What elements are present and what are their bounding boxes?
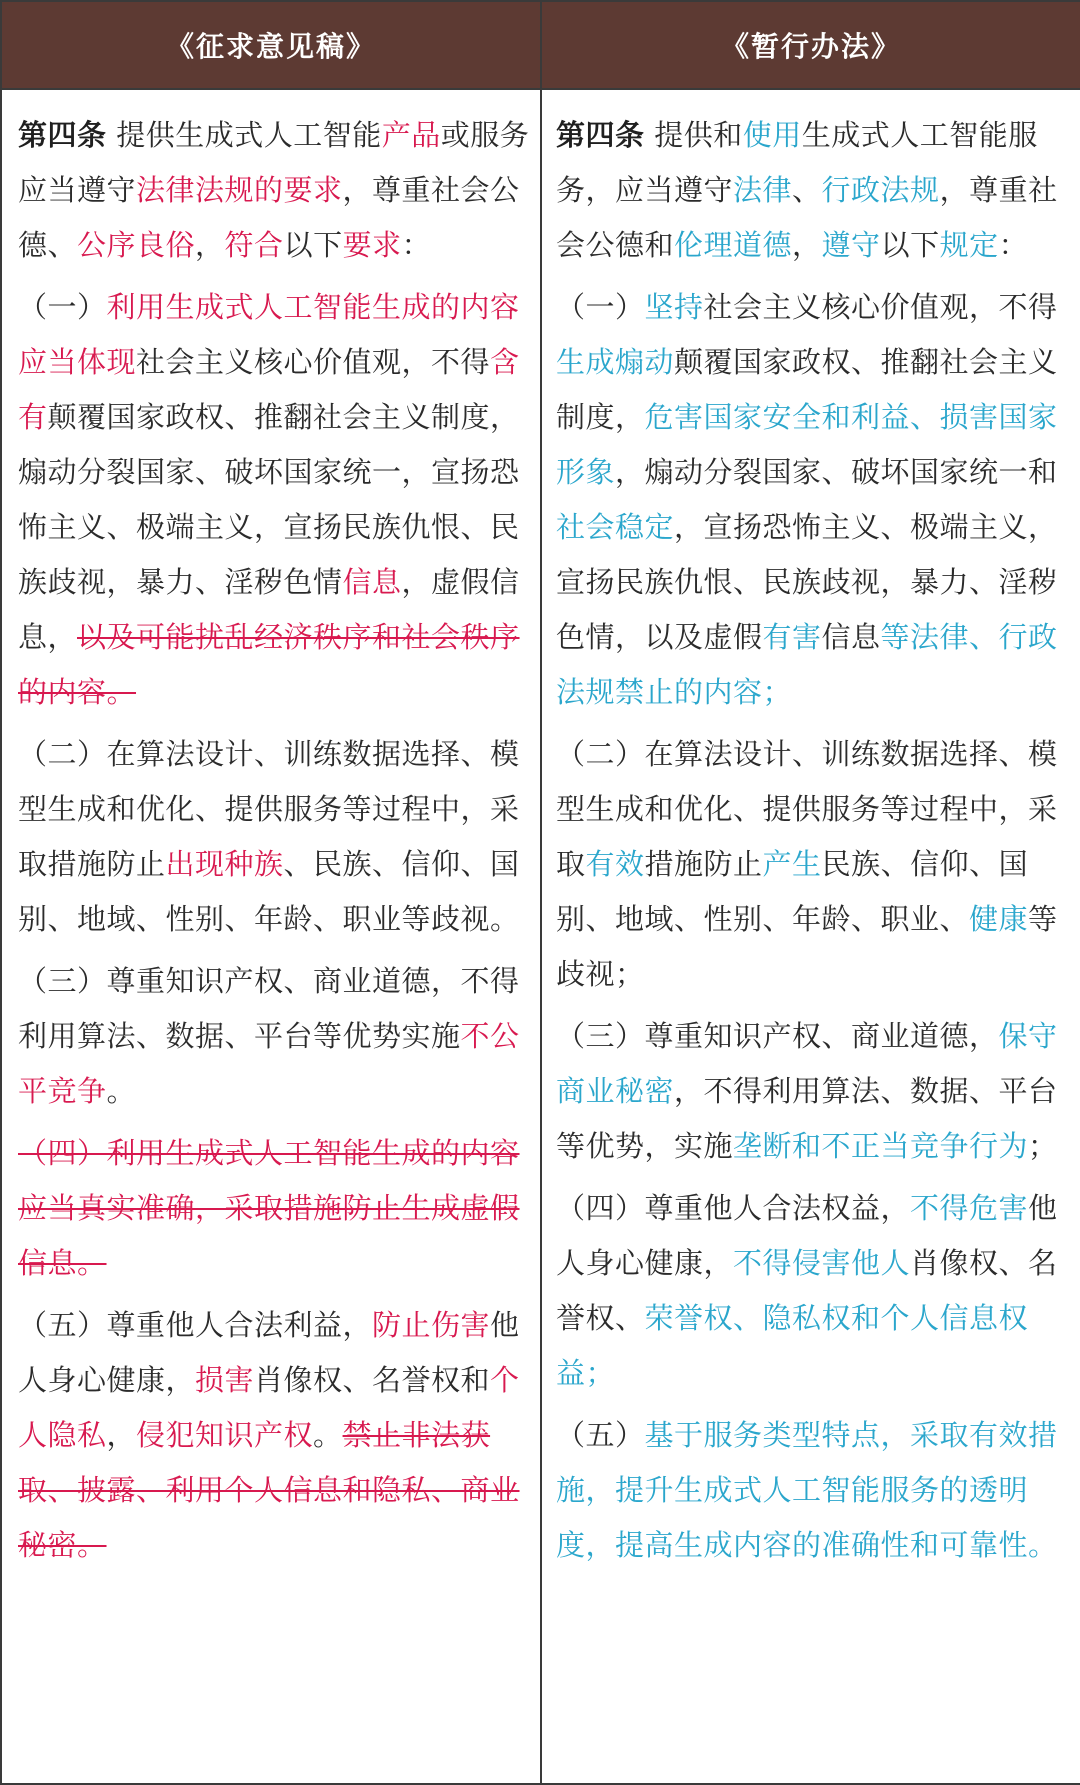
text-run: ，虚假信息， — [18, 565, 520, 654]
text-run: 生成式人工智能服务，应当遵守 — [556, 118, 1038, 207]
text-run: ， — [106, 1418, 137, 1452]
text-run: 民族、信仰、国别、地域、性别、年龄、职业、 — [556, 847, 1029, 936]
header-right-title: 《暂行办法》 — [541, 1, 1080, 89]
text-run: ，不得利用算法、数据、平台等优势，实施 — [556, 1074, 1058, 1163]
text-run: （四）尊重他人合法权益， — [556, 1191, 911, 1225]
text-run: （二）在算法设计、训练数据选择、模型生成和优化、提供服务等过程中，采取措施防止 — [18, 737, 520, 881]
added-text: 垄断和不正当竞争行为 — [733, 1129, 1029, 1163]
text-run: 、 — [792, 173, 822, 207]
text-run: ，宣扬恐怖主义、极端主义，宣扬民族仇恨、民族歧视，暴力、淫秽色情，以及虚假 — [556, 510, 1058, 654]
added-text: 遵守 — [821, 228, 881, 262]
added-text: 不得侵害他人 — [733, 1246, 911, 1280]
draft-item-1 — [18, 280, 530, 720]
text-run: 颠覆国家政权、推翻社会主义制度，煽动分裂国家、破坏国家统一，宣扬恐怖主义、极端主义，宣扬民族仇恨、民族歧视，暴力、淫秽色情 — [18, 400, 520, 599]
text-run: ， — [792, 228, 822, 262]
added-text: 生成煽动 — [556, 345, 675, 379]
text-run: 信息 — [821, 620, 881, 654]
text-run: 他人身心健康， — [18, 1308, 520, 1397]
text-run: （一） — [556, 290, 645, 324]
text-run: （五） — [556, 1418, 645, 1452]
changed-text: （四）利用生成式人工智能生成的内容应当真实准确，采取措施防止生成虚假信息。 — [18, 1136, 520, 1280]
added-text: 不得危害 — [910, 1191, 1029, 1225]
text-run: （一） — [18, 290, 107, 324]
added-text: 社会稳定 — [556, 510, 675, 544]
added-text: 坚持 — [644, 290, 704, 324]
final-item-1 — [556, 280, 1070, 720]
added-text: 使用 — [742, 118, 802, 152]
final-item-3 — [556, 1009, 1070, 1174]
added-text: 基于服务类型特点，采取有效措施，提升生成式人工智能服务的透明度，提高生成内容的准确性和可靠性。 — [556, 1418, 1058, 1562]
added-text: 产生 — [762, 847, 822, 881]
final-item-5 — [556, 1408, 1070, 1573]
added-text: 有害 — [762, 620, 822, 654]
changed-text: 个人隐私 — [18, 1363, 520, 1452]
text-run: （三）尊重知识产权、商业道德， — [556, 1019, 999, 1053]
text-run: ，尊重社会公德和 — [556, 173, 1058, 262]
final-article-intro — [556, 108, 1070, 273]
changed-text: 含有 — [18, 345, 520, 434]
text-run: （二）在算法设计、训练数据选择、模型生成和优化、提供服务等过程中，采取 — [556, 737, 1058, 881]
changed-text: 禁止非法获取、披露、利用个人信息和隐私、商业秘密。 — [18, 1418, 520, 1562]
text-run: 或服务应当遵守 — [18, 118, 530, 207]
changed-text: 法律法规的要求 — [136, 173, 343, 207]
text-run: 肖像权、名誉权和 — [254, 1363, 491, 1397]
text-run: 提供和 — [644, 118, 743, 152]
interim-measures-column — [541, 89, 1080, 1784]
draft-column — [1, 89, 541, 1784]
text-run: 肖像权、名誉权、 — [556, 1246, 1058, 1335]
text-run: ，尊重社会公德、 — [18, 173, 520, 262]
added-text: 健康 — [969, 902, 1029, 936]
text-run: 以下 — [283, 228, 343, 262]
content-row — [1, 89, 1080, 1784]
draft-item-3 — [18, 954, 530, 1119]
changed-text: 不公平竞争 — [18, 1019, 520, 1108]
text-run: ： — [401, 228, 432, 262]
text-run: 等歧视； — [556, 902, 1058, 991]
final-item-4 — [556, 1181, 1070, 1401]
text-run: （三）尊重知识产权、商业道德，不得利用算法、数据、平台等优势实施 — [18, 964, 520, 1053]
added-text: 等法律、行政法规禁止的内容； — [556, 620, 1058, 709]
header-row — [1, 1, 1080, 89]
changed-text: 符合 — [224, 228, 284, 262]
text-run: ： — [998, 228, 1029, 262]
added-text: 规定 — [939, 228, 999, 262]
added-text: 伦理道德 — [674, 228, 793, 262]
changed-text: 防止伤害 — [372, 1308, 491, 1342]
text-run: 他人身心健康， — [556, 1191, 1058, 1280]
draft-item-4 — [18, 1126, 530, 1291]
text-run: ，煽动分裂国家、破坏国家统一和 — [615, 455, 1058, 489]
article-number: 第四条 — [556, 118, 645, 152]
text-run: 社会主义核心价值观，不得 — [136, 345, 491, 379]
text-run: 颠覆国家政权、推翻社会主义制度， — [556, 345, 1058, 434]
added-text: 荣誉权、隐私权和个人信息权益； — [556, 1301, 1029, 1390]
changed-text: 侵犯知识产权 — [136, 1418, 314, 1452]
changed-text: 出现种族 — [165, 847, 284, 881]
changed-text: 产品 — [381, 118, 441, 152]
final-item-2 — [556, 727, 1070, 1002]
draft-item-2 — [18, 727, 530, 947]
added-text: 危害国家安全和利益、损害国家形象 — [556, 400, 1058, 489]
text-run: 。 — [106, 1074, 137, 1108]
header-left-title: 《征求意见稿》 — [1, 1, 541, 89]
changed-text: 利用生成式人工智能生成的内容应当体现 — [18, 290, 520, 379]
text-run: 。 — [313, 1418, 343, 1452]
changed-text: 以及可能扰乱经济秩序和社会秩序的内容。 — [18, 620, 520, 709]
text-run: 提供生成式人工智能 — [106, 118, 382, 152]
added-text: 保守商业秘密 — [556, 1019, 1058, 1108]
text-run: 、民族、信仰、国别、地域、性别、年龄、职业等歧视。 — [18, 847, 520, 936]
text-run: ， — [195, 228, 225, 262]
added-text: 法律 — [733, 173, 793, 207]
article-number: 第四条 — [18, 118, 107, 152]
changed-text: 要求 — [342, 228, 402, 262]
text-run: ； — [1028, 1129, 1058, 1163]
draft-item-5 — [18, 1298, 530, 1573]
added-text: 有效 — [585, 847, 645, 881]
draft-article-intro — [18, 108, 530, 273]
changed-text: 公序良俗 — [77, 228, 196, 262]
text-run: （五）尊重他人合法利益， — [18, 1308, 373, 1342]
text-run: 措施防止 — [644, 847, 763, 881]
added-text: 行政法规 — [821, 173, 940, 207]
text-run: 以下 — [880, 228, 940, 262]
changed-text: 损害 — [195, 1363, 255, 1397]
changed-text: 信息 — [342, 565, 402, 599]
text-run: 社会主义核心价值观，不得 — [703, 290, 1058, 324]
